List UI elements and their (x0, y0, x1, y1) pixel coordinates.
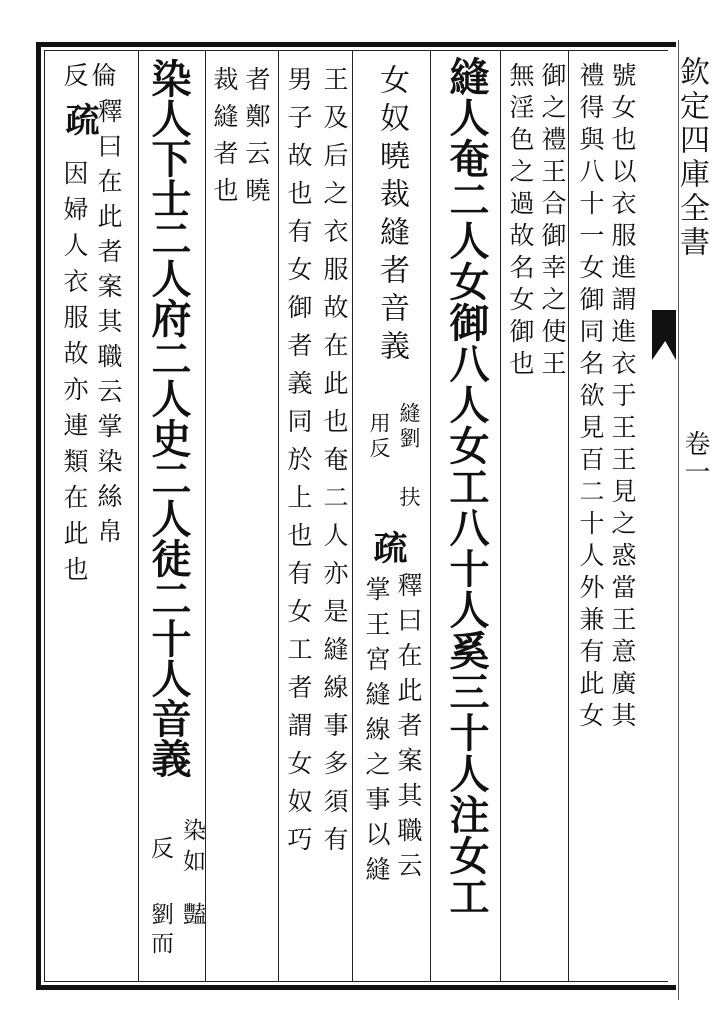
text-column: 無淫色之過故名女御也 (506, 62, 535, 382)
main-text-column: 縫人奄二人女御八人女工八十人奚三十人注女工 (443, 56, 490, 917)
column-rule (568, 50, 569, 982)
commentary-marker: 疏 (367, 530, 407, 564)
text-column: 禮得與八十一女御同名欲見百二十人外兼有此女 (576, 62, 605, 734)
column-rule (278, 50, 279, 982)
annotation-column: 劉而 (147, 902, 173, 960)
text-column: 御之禮王合御幸之使王 (538, 62, 567, 382)
commentary-column: 者鄭云曉 (242, 66, 271, 214)
annotation-column: 豔 (179, 902, 205, 932)
annotation-column: 扶 (397, 486, 421, 514)
commentary-column: 王及后之衣服故在此也奄二人亦是縫線事多須有 (320, 66, 349, 864)
column-rule (500, 50, 501, 982)
commentary-column: 釋曰在此者案其職云 (394, 572, 423, 887)
commentary-column: 釋曰在此者案其職云掌染絲帛 (94, 98, 123, 553)
text-column: 號女也以衣服進謂進衣于王王見之惑當王意廣其 (608, 62, 637, 734)
column-rule (352, 50, 353, 982)
annotation-column: 倫 (88, 62, 117, 94)
annotation-column: 反 (60, 62, 89, 94)
main-text-column: 染人下士二人府二人史二人徒二十人音義 (145, 58, 192, 778)
commentary-marker: 疏 (59, 102, 99, 136)
commentary-column: 裁縫者也 (210, 66, 239, 214)
commentary-column: 因婦人衣服故亦連類在此也 (60, 160, 89, 592)
annotation-column: 反 (147, 836, 173, 866)
annotation-column: 縫劉 (397, 402, 421, 452)
volume-label: 卷一 (680, 430, 710, 486)
column-rule (205, 50, 206, 982)
commentary-column: 男子故也有女御者義同於上也有女工者謂女奴巧 (284, 66, 313, 864)
main-text-column: 女奴曉裁縫者音義 (374, 64, 409, 368)
column-rule (430, 50, 431, 982)
book-title-margin: 欽定四庫全書 (674, 56, 709, 260)
commentary-column: 掌王宮縫線之事以縫 (362, 576, 391, 891)
annotation-column: 染如 (179, 818, 205, 880)
annotation-column: 用反 (367, 412, 391, 462)
column-rule (138, 50, 139, 982)
